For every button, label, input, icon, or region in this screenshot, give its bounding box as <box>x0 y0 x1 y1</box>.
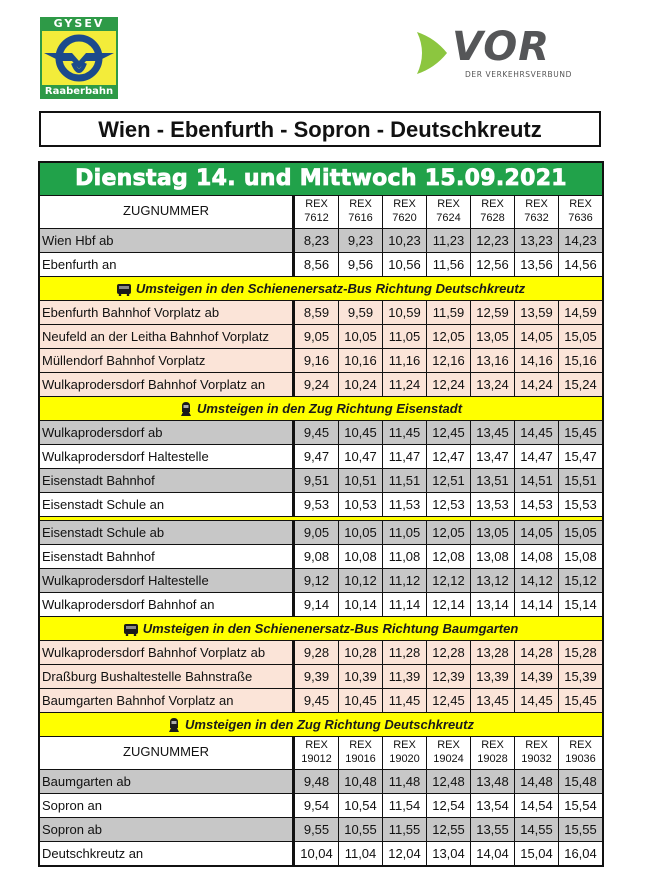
train-number-cell <box>427 196 470 228</box>
timetable-section-wulkaprodersdorf-eisenstadt <box>40 421 602 516</box>
departure-time: 8,23 <box>295 229 338 252</box>
timetable-section-bus-wulkaprodersdorf-baumgarten <box>40 641 602 712</box>
departure-time: 9,45 <box>295 689 338 712</box>
departure-time: 15,14 <box>559 593 602 616</box>
timetable-row <box>40 689 602 712</box>
departure-time: 15,51 <box>559 469 602 492</box>
departure-time: 12,16 <box>427 349 470 372</box>
departure-time: 12,54 <box>427 794 470 817</box>
departure-time: 11,39 <box>383 665 426 688</box>
departure-time: 10,05 <box>339 521 382 544</box>
departure-time: 15,24 <box>559 373 602 396</box>
train-number-header <box>40 737 602 769</box>
notice-text: Umsteigen in den Zug Richtung Eisenstadt <box>196 401 463 416</box>
train-number-cell <box>427 737 470 769</box>
gysev-raaberbahn-logo <box>40 17 118 99</box>
train-number-cell <box>515 196 558 228</box>
departure-time: 14,08 <box>515 545 558 568</box>
train-number: 19024 <box>433 753 464 765</box>
departure-time: 12,53 <box>427 493 470 516</box>
departure-time: 15,54 <box>559 794 602 817</box>
departure-time: 15,39 <box>559 665 602 688</box>
departure-time: 14,05 <box>515 521 558 544</box>
timetable-row <box>40 521 602 544</box>
timetable-section-wien-ebenfurth <box>40 229 602 276</box>
departure-time: 12,05 <box>427 521 470 544</box>
departure-time: 9,51 <box>295 469 338 492</box>
departure-time: 10,53 <box>339 493 382 516</box>
departure-time: 14,45 <box>515 689 558 712</box>
timetable-section-eisenstadt-wulkaprodersdorf <box>40 521 602 616</box>
timetable-row <box>40 469 602 492</box>
winged-wheel-icon <box>42 31 116 85</box>
bus-icon <box>124 620 138 643</box>
train-number: 7632 <box>524 212 549 224</box>
stop-name: Wulkaprodersdorf Bahnhof Vorplatz an <box>40 373 294 396</box>
departure-time: 12,48 <box>427 770 470 793</box>
train-type: REX <box>569 198 592 210</box>
notice-bus-baumgarten <box>40 617 602 640</box>
departure-time: 9,12 <box>295 569 338 592</box>
departure-time: 10,05 <box>339 325 382 348</box>
departure-time: 14,45 <box>515 421 558 444</box>
stop-name: Eisenstadt Schule an <box>40 493 294 516</box>
departure-time: 13,08 <box>471 545 514 568</box>
departure-time: 10,08 <box>339 545 382 568</box>
departure-time: 12,05 <box>427 325 470 348</box>
departure-time: 12,59 <box>471 301 514 324</box>
departure-time: 14,59 <box>559 301 602 324</box>
stop-name: Eisenstadt Bahnhof <box>40 469 294 492</box>
train-number-cell <box>559 196 602 228</box>
departure-time: 14,39 <box>515 665 558 688</box>
departure-time: 12,12 <box>427 569 470 592</box>
departure-time: 13,53 <box>471 493 514 516</box>
departure-time: 13,28 <box>471 641 514 664</box>
departure-time: 11,04 <box>339 842 382 865</box>
train-type: REX <box>349 198 372 210</box>
timetable-section-bus-ebenfurth-wulkaprodersdorf <box>40 301 602 396</box>
departure-time: 9,56 <box>339 253 382 276</box>
departure-time: 15,12 <box>559 569 602 592</box>
stop-name: Eisenstadt Schule ab <box>40 521 294 544</box>
departure-time: 11,45 <box>383 421 426 444</box>
stop-name: Wulkaprodersdorf Haltestelle <box>40 445 294 468</box>
departure-time: 14,05 <box>515 325 558 348</box>
stop-name: Wulkaprodersdorf ab <box>40 421 294 444</box>
vor-tagline: DER VERKEHRSVERBUND <box>465 70 572 79</box>
departure-time: 9,53 <box>295 493 338 516</box>
departure-time: 13,04 <box>427 842 470 865</box>
departure-time: 14,55 <box>515 818 558 841</box>
departure-time: 14,12 <box>515 569 558 592</box>
train-number: 19020 <box>389 753 420 765</box>
departure-time: 11,23 <box>427 229 470 252</box>
train-number-cell <box>471 196 514 228</box>
timetable-row <box>40 770 602 793</box>
train-type: REX <box>525 739 548 751</box>
timetable-row <box>40 842 602 865</box>
departure-time: 13,12 <box>471 569 514 592</box>
train-type: REX <box>305 198 328 210</box>
train-number-cell <box>515 737 558 769</box>
departure-time: 11,12 <box>383 569 426 592</box>
departure-time: 12,24 <box>427 373 470 396</box>
departure-time: 14,16 <box>515 349 558 372</box>
departure-time: 10,28 <box>339 641 382 664</box>
train-number: 7636 <box>568 212 593 224</box>
departure-time: 9,54 <box>295 794 338 817</box>
train-number: 7616 <box>348 212 373 224</box>
departure-time: 10,24 <box>339 373 382 396</box>
train-number-cell <box>471 737 514 769</box>
train-number-cell <box>559 737 602 769</box>
timetable-row <box>40 229 602 252</box>
departure-time: 10,59 <box>383 301 426 324</box>
notice-text: Umsteigen in den Schienenersatz-Bus Richtung Baumgarten <box>142 621 519 636</box>
train-type: REX <box>525 198 548 210</box>
departure-time: 9,48 <box>295 770 338 793</box>
departure-time: 10,51 <box>339 469 382 492</box>
departure-time: 13,51 <box>471 469 514 492</box>
train-number: 7612 <box>304 212 329 224</box>
train-number: 7624 <box>436 212 461 224</box>
vor-chevron-icon <box>415 30 449 76</box>
departure-time: 13,59 <box>515 301 558 324</box>
timetable-row <box>40 569 602 592</box>
departure-time: 10,56 <box>383 253 426 276</box>
timetable-row <box>40 253 602 276</box>
train-number-cell <box>339 196 382 228</box>
departure-time: 10,16 <box>339 349 382 372</box>
gysev-logo-top-text: GYSEV <box>53 17 105 30</box>
departure-time: 11,05 <box>383 521 426 544</box>
train-type: REX <box>437 198 460 210</box>
train-number-label: ZUGNUMMER <box>40 737 294 769</box>
departure-time: 11,16 <box>383 349 426 372</box>
departure-time: 13,05 <box>471 521 514 544</box>
section-separator <box>40 517 602 520</box>
departure-time: 14,23 <box>559 229 602 252</box>
departure-time: 15,55 <box>559 818 602 841</box>
departure-time: 11,51 <box>383 469 426 492</box>
departure-time: 9,05 <box>295 521 338 544</box>
departure-time: 11,14 <box>383 593 426 616</box>
route-title: Wien - Ebenfurth - Sopron - Deutschkreutz <box>39 111 601 147</box>
train-type: REX <box>393 198 416 210</box>
departure-time: 13,39 <box>471 665 514 688</box>
stop-name: Wulkaprodersdorf Haltestelle <box>40 569 294 592</box>
departure-time: 9,45 <box>295 421 338 444</box>
departure-time: 9,23 <box>339 229 382 252</box>
train-type: REX <box>481 739 504 751</box>
timetable-section-baumgarten-deutschkreutz <box>40 770 602 865</box>
stop-name: Ebenfurth an <box>40 253 294 276</box>
departure-time: 12,08 <box>427 545 470 568</box>
departure-time: 12,51 <box>427 469 470 492</box>
train-type: REX <box>569 739 592 751</box>
train-number: 19012 <box>301 753 332 765</box>
timetable-row <box>40 545 602 568</box>
timetable-row <box>40 421 602 444</box>
date-banner: Dienstag 14. und Mittwoch 15.09.2021 <box>40 163 602 195</box>
departure-time: 11,45 <box>383 689 426 712</box>
departure-time: 12,45 <box>427 421 470 444</box>
departure-time: 14,04 <box>471 842 514 865</box>
departure-time: 13,24 <box>471 373 514 396</box>
departure-time: 14,56 <box>559 253 602 276</box>
timetable-row <box>40 349 602 372</box>
departure-time: 9,08 <box>295 545 338 568</box>
departure-time: 11,54 <box>383 794 426 817</box>
stop-name: Wulkaprodersdorf Bahnhof Vorplatz ab <box>40 641 294 664</box>
departure-time: 9,16 <box>295 349 338 372</box>
departure-time: 13,05 <box>471 325 514 348</box>
departure-time: 10,04 <box>295 842 338 865</box>
notice-text: Umsteigen in den Schienenersatz-Bus Richtung Deutschkreutz <box>135 281 526 296</box>
departure-time: 15,05 <box>559 325 602 348</box>
notice-text: Umsteigen in den Zug Richtung Deutschkreutz <box>185 717 474 732</box>
stop-name: Draßburg Bushaltestelle Bahnstraße <box>40 665 294 688</box>
departure-time: 11,47 <box>383 445 426 468</box>
departure-time: 13,45 <box>471 689 514 712</box>
train-number: 19036 <box>565 753 596 765</box>
vor-wordmark: VOR <box>452 24 551 70</box>
departure-time: 11,59 <box>427 301 470 324</box>
train-number-cell <box>295 737 338 769</box>
departure-time: 8,56 <box>295 253 338 276</box>
gysev-logo-emblem <box>42 31 116 85</box>
departure-time: 14,51 <box>515 469 558 492</box>
departure-time: 10,23 <box>383 229 426 252</box>
departure-time: 10,12 <box>339 569 382 592</box>
notice-bus-deutschkreutz <box>40 277 602 300</box>
stop-name: Baumgarten ab <box>40 770 294 793</box>
departure-time: 12,55 <box>427 818 470 841</box>
train-number: 19028 <box>477 753 508 765</box>
departure-time: 15,45 <box>559 421 602 444</box>
train-number-label: ZUGNUMMER <box>40 196 294 228</box>
departure-time: 10,48 <box>339 770 382 793</box>
departure-time: 9,59 <box>339 301 382 324</box>
train-number: 19032 <box>521 753 552 765</box>
departure-time: 12,47 <box>427 445 470 468</box>
departure-time: 15,45 <box>559 689 602 712</box>
departure-time: 16,04 <box>559 842 602 865</box>
departure-time: 11,48 <box>383 770 426 793</box>
departure-time: 12,14 <box>427 593 470 616</box>
departure-time: 13,54 <box>471 794 514 817</box>
departure-time: 12,39 <box>427 665 470 688</box>
departure-time: 12,23 <box>471 229 514 252</box>
departure-time: 15,28 <box>559 641 602 664</box>
departure-time: 13,56 <box>515 253 558 276</box>
train-number-header <box>40 196 602 228</box>
train-number: 7620 <box>392 212 417 224</box>
gysev-logo-bottom-text: Raaberbahn <box>44 86 114 97</box>
departure-time: 12,45 <box>427 689 470 712</box>
timetable-row <box>40 445 602 468</box>
departure-time: 9,28 <box>295 641 338 664</box>
departure-time: 15,08 <box>559 545 602 568</box>
notice-train-eisenstadt <box>40 397 602 420</box>
departure-time: 13,14 <box>471 593 514 616</box>
departure-time: 11,05 <box>383 325 426 348</box>
train-type: REX <box>481 198 504 210</box>
departure-time: 14,53 <box>515 493 558 516</box>
departure-time: 10,45 <box>339 689 382 712</box>
stop-name: Neufeld an der Leitha Bahnhof Vorplatz <box>40 325 294 348</box>
departure-time: 14,24 <box>515 373 558 396</box>
departure-time: 13,55 <box>471 818 514 841</box>
train-number-cell <box>295 196 338 228</box>
timetable <box>38 161 604 867</box>
departure-time: 15,53 <box>559 493 602 516</box>
train-number-cell <box>383 737 426 769</box>
timetable-row <box>40 593 602 616</box>
timetable-row <box>40 818 602 841</box>
departure-time: 13,48 <box>471 770 514 793</box>
departure-time: 11,55 <box>383 818 426 841</box>
bus-icon <box>117 280 131 303</box>
departure-time: 10,55 <box>339 818 382 841</box>
train-type: REX <box>393 739 416 751</box>
train-icon <box>168 716 180 739</box>
departure-time: 11,28 <box>383 641 426 664</box>
train-icon <box>180 400 192 423</box>
stop-name: Müllendorf Bahnhof Vorplatz <box>40 349 294 372</box>
stop-name: Baumgarten Bahnhof Vorplatz an <box>40 689 294 712</box>
departure-time: 9,39 <box>295 665 338 688</box>
stop-name: Eisenstadt Bahnhof <box>40 545 294 568</box>
departure-time: 14,28 <box>515 641 558 664</box>
departure-time: 12,04 <box>383 842 426 865</box>
stop-name: Sopron ab <box>40 818 294 841</box>
departure-time: 15,48 <box>559 770 602 793</box>
departure-time: 15,05 <box>559 521 602 544</box>
departure-time: 9,24 <box>295 373 338 396</box>
departure-time: 15,04 <box>515 842 558 865</box>
notice-train-deutschkreutz <box>40 713 602 736</box>
train-number-cell <box>383 196 426 228</box>
departure-time: 14,48 <box>515 770 558 793</box>
departure-time: 12,28 <box>427 641 470 664</box>
departure-time: 8,59 <box>295 301 338 324</box>
departure-time: 14,47 <box>515 445 558 468</box>
departure-time: 14,14 <box>515 593 558 616</box>
stop-name: Deutschkreutz an <box>40 842 294 865</box>
departure-time: 12,56 <box>471 253 514 276</box>
departure-time: 9,55 <box>295 818 338 841</box>
timetable-row <box>40 373 602 396</box>
timetable-row <box>40 665 602 688</box>
train-type: REX <box>437 739 460 751</box>
train-number-cell <box>339 737 382 769</box>
stop-name: Sopron an <box>40 794 294 817</box>
departure-time: 11,53 <box>383 493 426 516</box>
departure-time: 9,47 <box>295 445 338 468</box>
departure-time: 11,08 <box>383 545 426 568</box>
timetable-row <box>40 794 602 817</box>
departure-time: 13,23 <box>515 229 558 252</box>
departure-time: 10,45 <box>339 421 382 444</box>
departure-time: 11,24 <box>383 373 426 396</box>
train-type: REX <box>349 739 372 751</box>
vor-logo <box>415 24 595 83</box>
train-number: 7628 <box>480 212 505 224</box>
departure-time: 10,14 <box>339 593 382 616</box>
train-number: 19016 <box>345 753 376 765</box>
stop-name: Wien Hbf ab <box>40 229 294 252</box>
timetable-row <box>40 641 602 664</box>
departure-time: 10,39 <box>339 665 382 688</box>
departure-time: 9,05 <box>295 325 338 348</box>
departure-time: 11,56 <box>427 253 470 276</box>
departure-time: 15,47 <box>559 445 602 468</box>
timetable-row <box>40 493 602 516</box>
departure-time: 13,47 <box>471 445 514 468</box>
departure-time: 10,47 <box>339 445 382 468</box>
stop-name: Wulkaprodersdorf Bahnhof an <box>40 593 294 616</box>
departure-time: 15,16 <box>559 349 602 372</box>
departure-time: 13,16 <box>471 349 514 372</box>
departure-time: 13,45 <box>471 421 514 444</box>
stop-name: Ebenfurth Bahnhof Vorplatz ab <box>40 301 294 324</box>
timetable-row <box>40 301 602 324</box>
departure-time: 10,54 <box>339 794 382 817</box>
timetable-row <box>40 325 602 348</box>
departure-time: 14,54 <box>515 794 558 817</box>
train-type: REX <box>305 739 328 751</box>
departure-time: 9,14 <box>295 593 338 616</box>
